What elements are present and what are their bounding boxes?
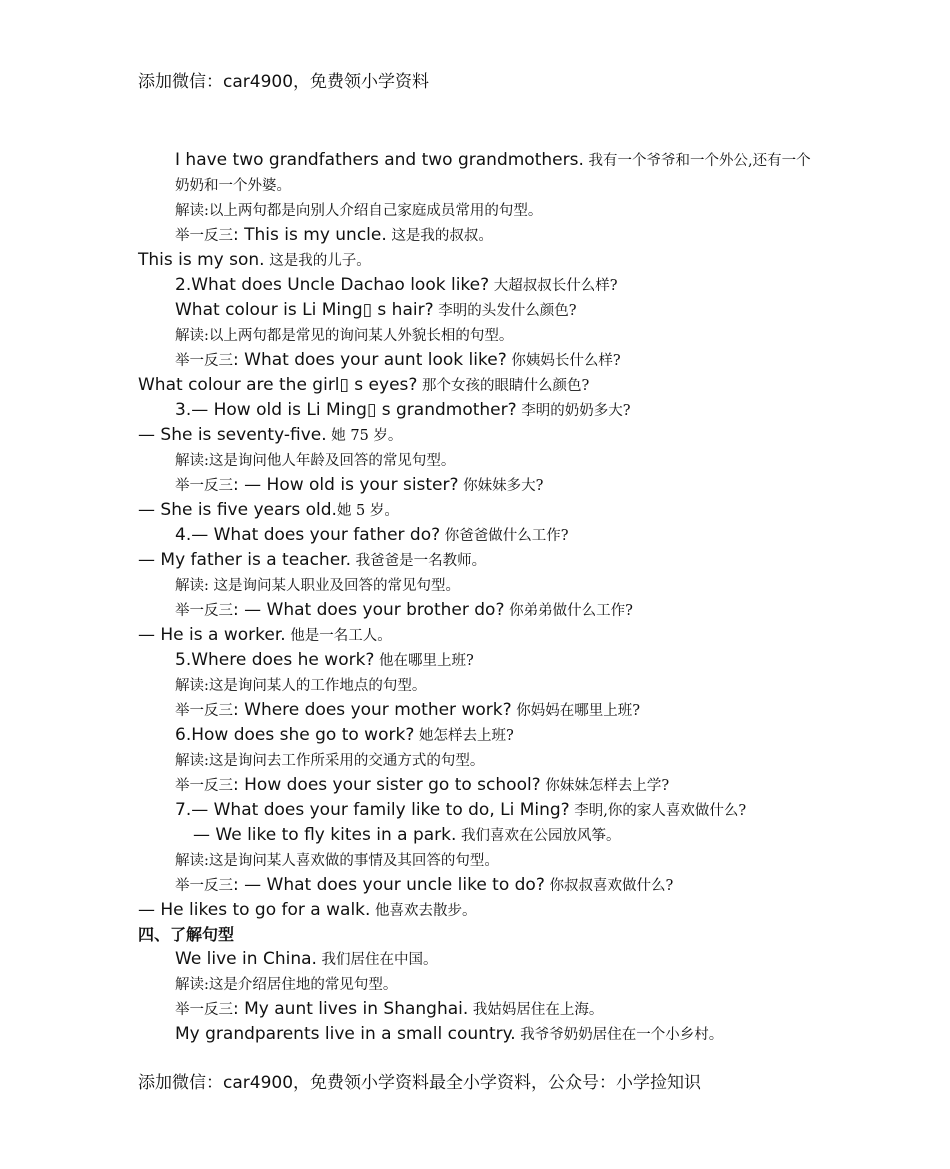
- section-heading-text: 四、了解句型: [138, 925, 235, 944]
- english-text: 6.How does she go to work?: [175, 725, 415, 745]
- paragraph-line: [138, 723, 818, 748]
- paragraph-line: [138, 997, 818, 1022]
- english-text: — He is a worker.: [138, 625, 286, 645]
- chinese-text: 李明,你的家人喜欢做什么?: [569, 803, 747, 819]
- english-text: : — What does your brother do?: [233, 600, 505, 620]
- chinese-text: 李明的头发什么颜色?: [433, 303, 577, 319]
- english-text: What colour are the girl▯ s eyes?: [138, 375, 418, 395]
- english-text: : How does your sister go to school?: [233, 775, 541, 795]
- paragraph-line: [138, 698, 818, 723]
- paragraph-line: [138, 398, 818, 423]
- chinese-text: 大超叔叔长什么样?: [489, 278, 618, 294]
- chinese-text: 李明的奶奶多大?: [516, 403, 631, 419]
- chinese-text: 我姑妈居住在上海。: [468, 1002, 604, 1018]
- paragraph-line: [138, 548, 818, 573]
- chinese-text: 那个女孩的眼睛什么颜色?: [417, 378, 590, 394]
- chinese-text: 我爷爷奶奶居住在一个小乡村。: [515, 1027, 724, 1043]
- chinese-text: 举一反三: [175, 353, 233, 369]
- paragraph-line: [138, 623, 818, 648]
- english-text: : Where does your mother work?: [233, 700, 512, 720]
- english-text: : What does your aunt look like?: [233, 350, 507, 370]
- chinese-text: 你爸爸做什么工作?: [440, 528, 569, 544]
- english-text: : My aunt lives in Shanghai.: [233, 999, 469, 1019]
- paragraph-line: [138, 498, 818, 523]
- paragraph-line: [138, 598, 818, 623]
- chinese-text: 解读:以上两句都是常见的询问某人外貌长相的句型。: [175, 328, 514, 344]
- chinese-text: 举一反三: [175, 228, 233, 244]
- chinese-text: 举一反三: [175, 478, 233, 494]
- chinese-text: 举一反三: [175, 1002, 233, 1018]
- chinese-text: 解读:这是询问某人喜欢做的事情及其回答的句型。: [175, 853, 499, 869]
- paragraph-line: [138, 148, 818, 198]
- chinese-text: 他是一名工人。: [285, 628, 392, 644]
- paragraph-line: [138, 773, 818, 798]
- english-text: 2.What does Uncle Dachao look like?: [175, 275, 490, 295]
- english-text: — My father is a teacher.: [138, 550, 351, 570]
- footer-watermark: [138, 1068, 701, 1093]
- chinese-text: 我爸爸是一名教师。: [351, 553, 487, 569]
- chinese-text: 解读:这是询问去工作所采用的交通方式的句型。: [175, 753, 485, 769]
- chinese-text: 他在哪里上班?: [374, 653, 474, 669]
- english-text: : This is my uncle.: [233, 225, 387, 245]
- chinese-text: 你弟弟做什么工作?: [504, 603, 633, 619]
- paragraph-line: [138, 298, 818, 323]
- english-text: — We like to fly kites in a park.: [193, 825, 457, 845]
- paragraph-line: [138, 473, 818, 498]
- chinese-text: 你妈妈在哪里上班?: [511, 703, 640, 719]
- document-body: [138, 148, 818, 1047]
- chinese-text: 解读:这是询问他人年龄及回答的常见句型。: [175, 453, 456, 469]
- chinese-text: 解读:这是介绍居住地的常见句型。: [175, 977, 398, 993]
- chinese-text: 举一反三: [175, 703, 233, 719]
- paragraph-line: [138, 748, 818, 773]
- paragraph-line: [138, 823, 818, 848]
- paragraph-line: [138, 348, 818, 373]
- chinese-text: 她 5 岁。: [336, 503, 399, 519]
- paragraph-line: [138, 873, 818, 898]
- chinese-text: 举一反三: [175, 603, 233, 619]
- paragraph-line: [138, 848, 818, 873]
- paragraph-line: [138, 673, 818, 698]
- paragraph-line: [138, 1022, 818, 1047]
- chinese-text: 举一反三: [175, 778, 233, 794]
- english-text: 5.Where does he work?: [175, 650, 375, 670]
- english-text: I have two grandfathers and two grandmothers.: [175, 150, 584, 170]
- chinese-text: 我们居住在中国。: [316, 952, 438, 968]
- chinese-text: 他喜欢去散步。: [370, 903, 477, 919]
- paragraph-line: [138, 523, 818, 548]
- paragraph-line: [138, 448, 818, 473]
- chinese-text: 这是我的儿子。: [264, 253, 371, 269]
- english-text: My grandparents live in a small country.: [175, 1024, 516, 1044]
- paragraph-line: [138, 972, 818, 997]
- chinese-text: 她怎样去上班?: [414, 728, 514, 744]
- chinese-text: 你叔叔喜欢做什么?: [544, 878, 674, 894]
- english-text: — She is five years old.: [138, 500, 337, 520]
- chinese-text: 解读:以上两句都是向别人介绍自己家庭成员常用的句型。: [175, 203, 543, 219]
- paragraph-line: [138, 323, 818, 348]
- chinese-text: 我们喜欢在公园放风筝。: [456, 828, 621, 844]
- english-text: 4.— What does your father do?: [175, 525, 441, 545]
- chinese-text: 解读:这是询问某人的工作地点的句型。: [175, 678, 427, 694]
- paragraph-line: [138, 248, 818, 273]
- chinese-text: 举一反三: [175, 878, 233, 894]
- english-text: — He likes to go for a walk.: [138, 900, 371, 920]
- paragraph-line: [138, 947, 818, 972]
- english-text: : — What does your uncle like to do?: [233, 875, 545, 895]
- chinese-text: 你妹妹多大?: [458, 478, 544, 494]
- english-text: : — How old is your sister?: [233, 475, 459, 495]
- english-text: We live in China.: [175, 949, 317, 969]
- paragraph-line: [138, 648, 818, 673]
- paragraph-line: [138, 898, 818, 923]
- chinese-text: 我有一个爷爷和一个外公,还有一个奶奶和一个外婆。: [175, 153, 811, 194]
- chinese-text: 解读: 这是询问某人职业及回答的常见句型。: [175, 578, 460, 594]
- english-text: What colour is Li Ming▯ s hair?: [175, 300, 434, 320]
- header-watermark: [138, 68, 468, 96]
- paragraph-line: [138, 573, 818, 598]
- paragraph-line: [138, 198, 818, 223]
- header-text: 添加微信：car4900，免费领小学资料: [138, 72, 430, 92]
- english-text: This is my son.: [138, 250, 265, 270]
- paragraph-line: [138, 373, 818, 398]
- paragraph-line: [138, 273, 818, 298]
- chinese-text: 你妹妹怎样去上学?: [540, 778, 670, 794]
- chinese-text: 你姨妈长什么样?: [506, 353, 621, 369]
- footer-text: 添加微信：car4900，免费领小学资料最全小学资料，公众号：小学捡知识: [138, 1073, 702, 1093]
- paragraph-line: [138, 423, 818, 448]
- english-text: — She is seventy-five.: [138, 425, 327, 445]
- paragraph-line: [138, 798, 818, 823]
- english-text: 3.— How old is Li Ming▯ s grandmother?: [175, 400, 517, 420]
- chinese-text: 她 75 岁。: [326, 428, 403, 444]
- english-text: 7.— What does your family like to do, Li Ming?: [175, 800, 570, 820]
- section-heading: [138, 923, 818, 947]
- chinese-text: 这是我的叔叔。: [386, 228, 493, 244]
- paragraph-line: [138, 223, 818, 248]
